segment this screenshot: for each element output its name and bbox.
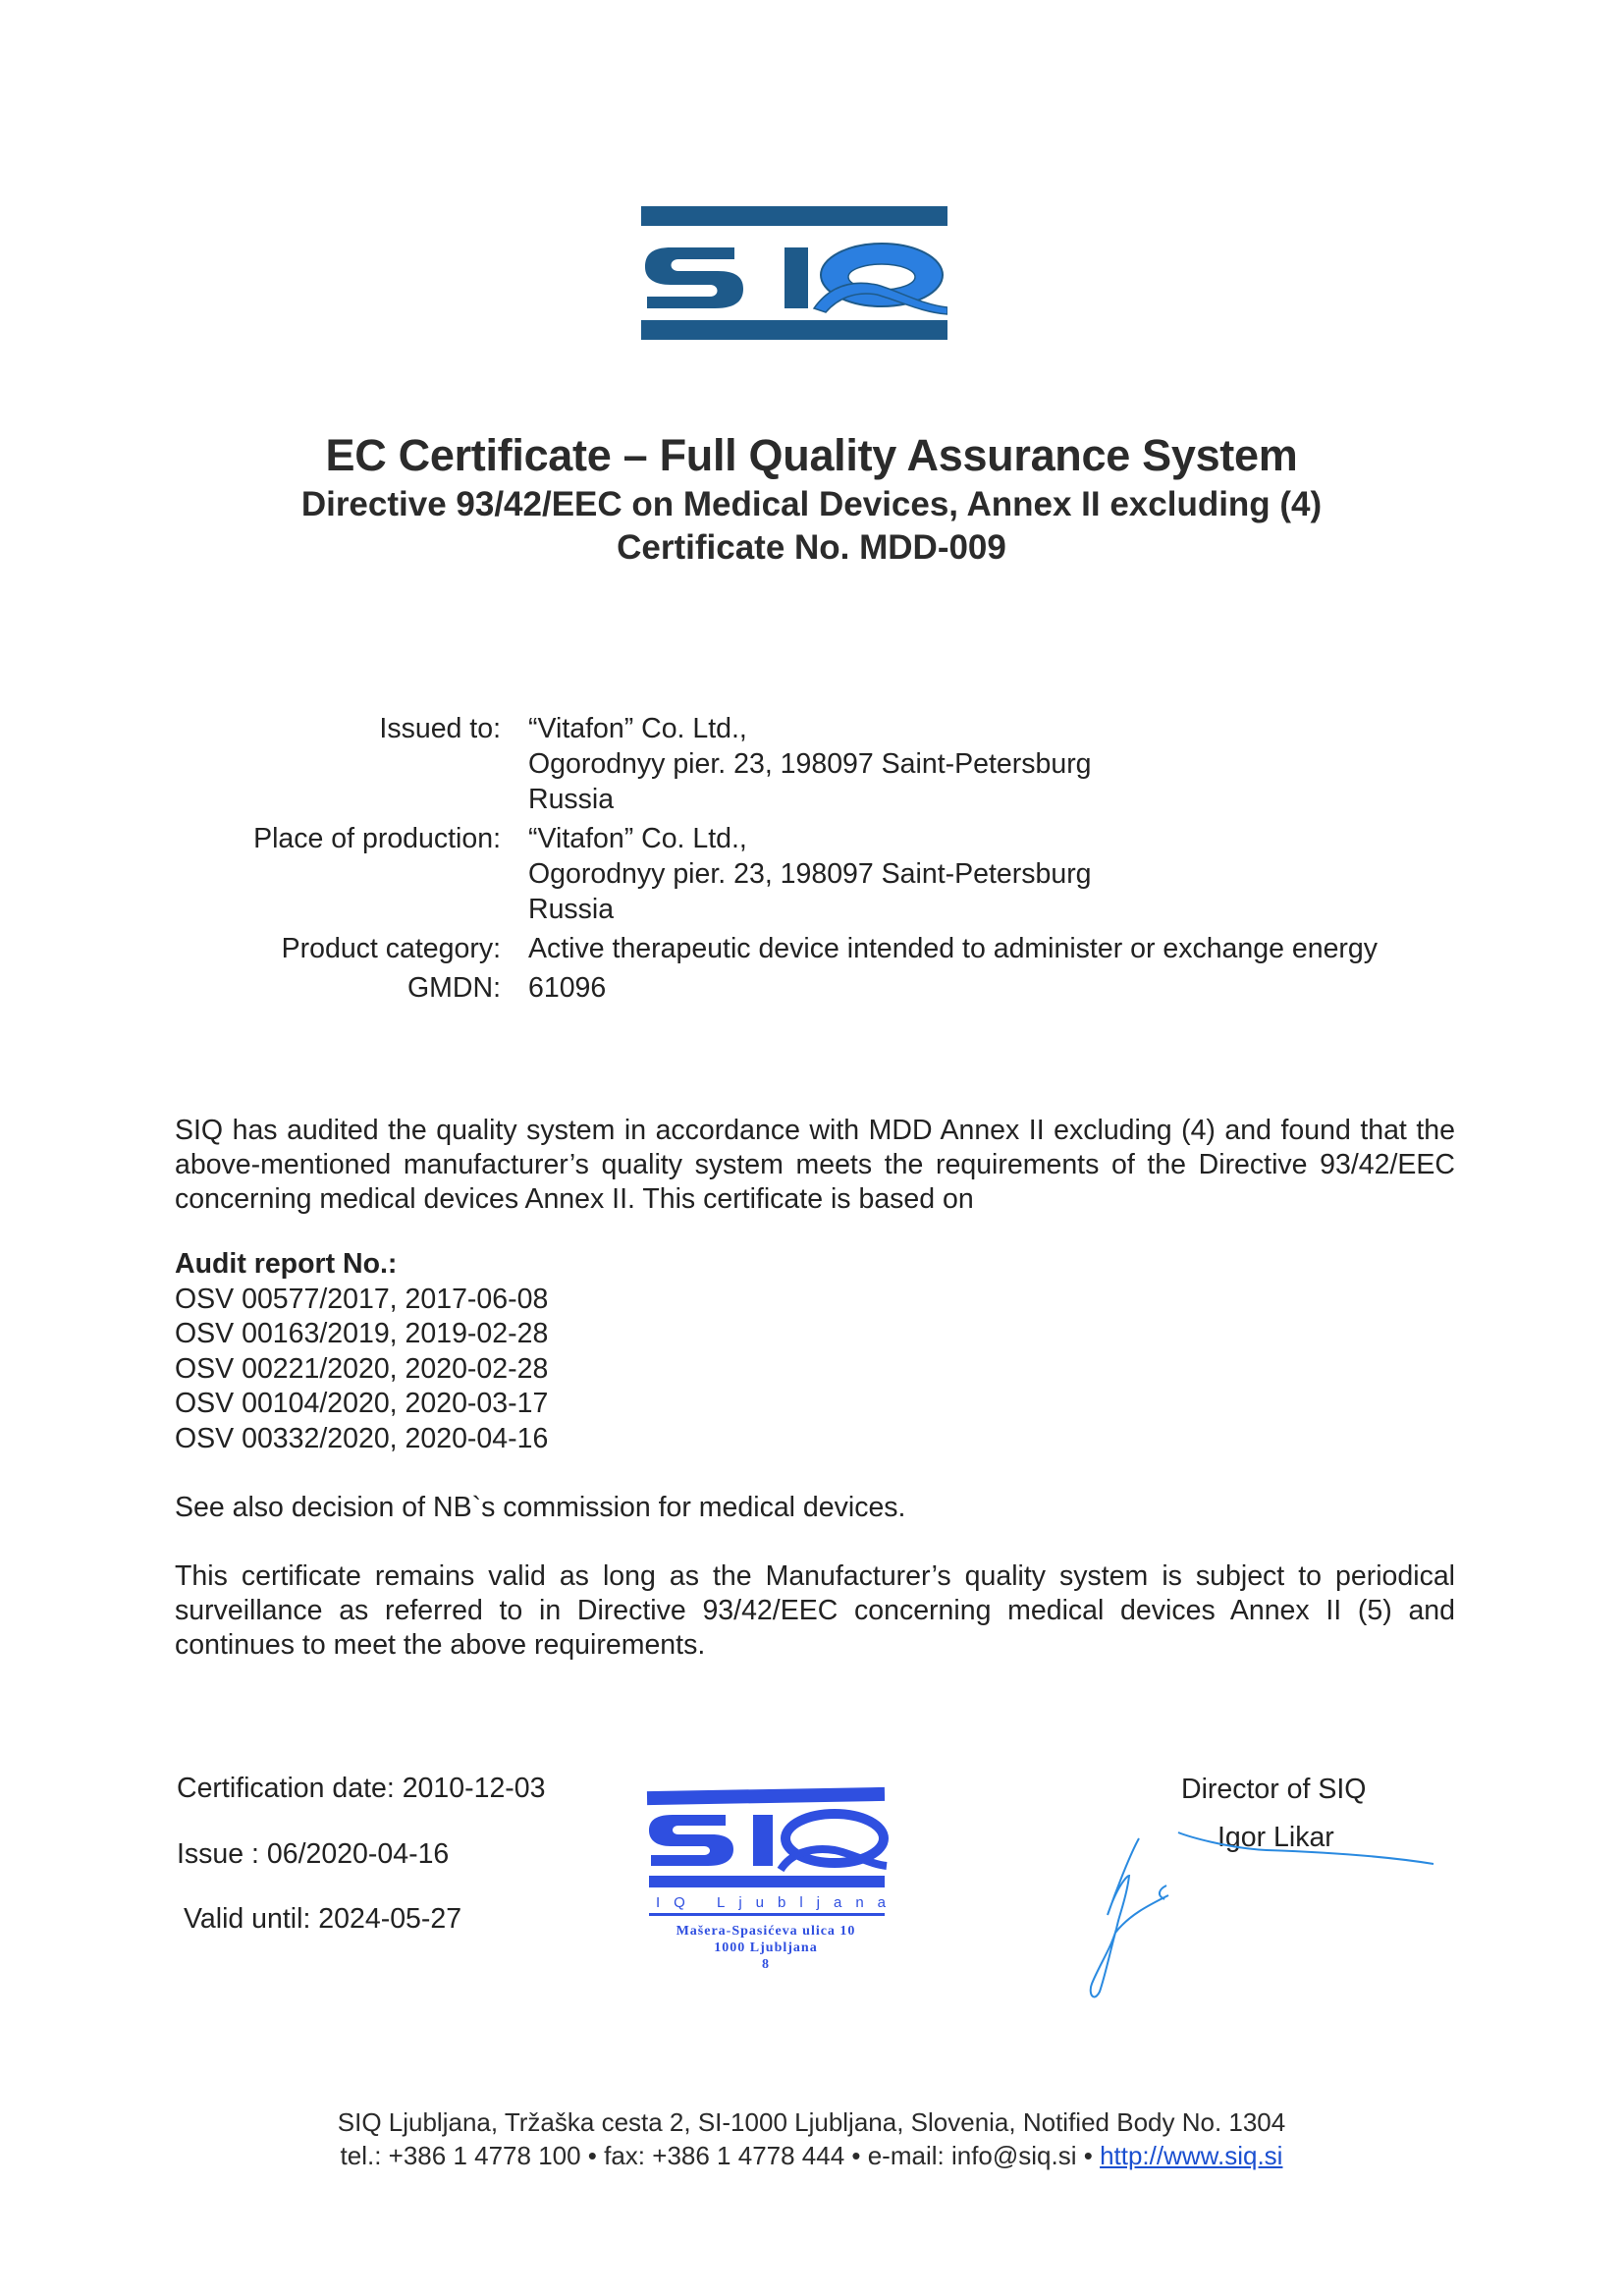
field-label: Place of production: — [253, 823, 501, 854]
stamp-line-2: Mašera-Spasićeva ulica 10 — [676, 1924, 856, 1939]
valid-until: Valid until: 2024-05-27 — [184, 1903, 462, 1935]
field-value: Active therapeutic device intended to administer or exchange energy — [528, 933, 1379, 964]
handwritten-signature-icon — [1070, 1817, 1443, 2003]
audit-report-item: OSV 00577/2017, 2017-06-08 — [175, 1283, 549, 1315]
certificate-title: EC Certificate – Full Quality Assurance System — [325, 430, 1298, 480]
signatory-title: Director of SIQ — [1181, 1774, 1367, 1805]
field-value: Ogorodnyy pier. 23, 198097 Saint-Petersburg — [528, 858, 1092, 890]
audit-report-item: OSV 00163/2019, 2019-02-28 — [175, 1318, 549, 1349]
field-value: Ogorodnyy pier. 23, 198097 Saint-Petersburg — [528, 748, 1092, 780]
certificate-fields — [147, 711, 1522, 1006]
field-label: Product category: — [281, 933, 501, 964]
signatory-name: Igor Likar — [1217, 1822, 1334, 1853]
field-value: “Vitafon” Co. Ltd., — [528, 713, 747, 744]
certification-date: Certification date: 2010-12-03 — [177, 1773, 546, 1804]
field-place-of-production — [147, 821, 1522, 927]
audit-statement: SIQ has audited the quality system in accordance with MDD Annex II excluding (4) and found that the above-mentioned manufacturer’s quality system meets the requirements of the Directive 93/42/EEC concerning medical devices Annex II. This certificate is based on — [175, 1115, 1455, 1215]
certificate-title-block — [0, 428, 1623, 570]
siq-stamp — [643, 1779, 889, 1981]
website-link[interactable]: http://www.siq.si — [1100, 2141, 1283, 2170]
stamp-line-1: SIQ Ljubljana — [643, 1894, 889, 1911]
audit-report-item: OSV 00221/2020, 2020-02-28 — [175, 1352, 549, 1385]
certificate-number: Certificate No. MDD-009 — [617, 528, 1006, 567]
footer-address: SIQ Ljubljana, Tržaška cesta 2, SI-1000 Ljubljana, Slovenia, Notified Body No. 1304 — [337, 2107, 1286, 2137]
audit-report-heading: Audit report No.: — [175, 1248, 398, 1280]
field-value: “Vitafon” Co. Ltd., — [528, 823, 747, 854]
footer-contact-text: tel.: +386 1 4778 100 • fax: +386 1 4778 444 • e-mail: info@siq.si • — [340, 2141, 1101, 2170]
audit-report-item: OSV 00332/2020, 2020-04-16 — [175, 1422, 549, 1454]
field-value: 61096 — [528, 972, 607, 1004]
field-value: Russia — [528, 894, 615, 925]
stamp-line-3: 1000 Ljubljana — [714, 1941, 818, 1955]
field-label: GMDN: — [407, 972, 501, 1004]
audit-report-list — [175, 1247, 548, 1456]
directive-subtitle: Directive 93/42/EEC on Medical Devices, Annex II excluding (4) — [300, 485, 1323, 523]
see-also-note: See also decision of NB`s commission for medical devices. — [175, 1492, 906, 1523]
field-issued-to — [147, 711, 1522, 817]
validity-statement: This certificate remains valid as long as the Manufacturer’s quality system is subject to periodical surveillance as referred to in Directive 93/42/EEC concerning medical devices Annex II (5) and continues to meet the above requirements. — [175, 1560, 1455, 1661]
field-product-category — [147, 931, 1522, 966]
issue-number: Issue : 06/2020-04-16 — [177, 1838, 450, 1870]
footer-contact — [0, 2141, 1623, 2171]
siq-logo-icon — [641, 206, 947, 342]
audit-report-item: OSV 00104/2020, 2020-03-17 — [175, 1388, 549, 1419]
field-gmdn — [147, 970, 1522, 1006]
stamp-line-4: 8 — [762, 1957, 770, 1972]
field-label: Issued to: — [379, 713, 501, 744]
field-value: Russia — [528, 784, 615, 815]
